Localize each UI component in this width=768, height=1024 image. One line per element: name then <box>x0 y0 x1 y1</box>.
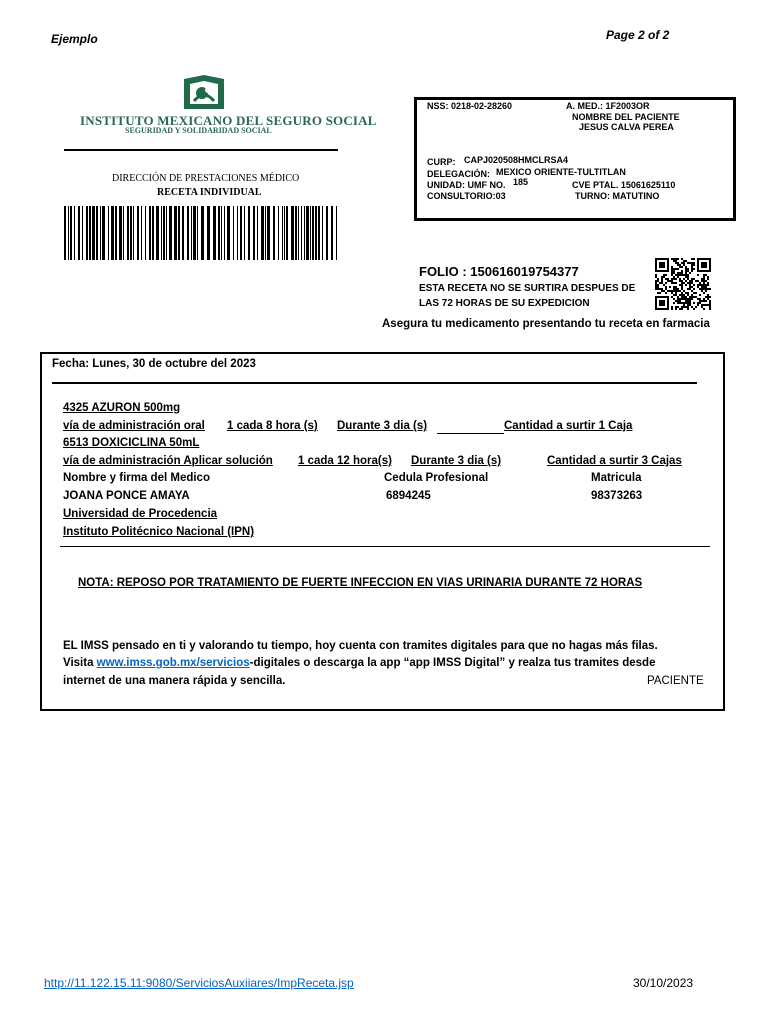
med2-frequency: 1 cada 12 hora(s) <box>298 455 392 467</box>
footer-url-link[interactable]: http://11.122.15.11:9080/ServiciosAuxiiares/ImpReceta.jsp <box>44 976 354 990</box>
logo-divider <box>64 149 338 151</box>
unidad-value: 185 <box>513 177 529 187</box>
med2-duration: Durante 3 dia (s) <box>411 455 502 467</box>
imss-line2-rest: -digitales o descarga la app “app IMSS Digital” y realza tus tramites desde <box>249 657 656 669</box>
consultorio: CONSULTORIO:03 <box>427 191 506 201</box>
medico-name: JOANA PONCE AMAYA <box>63 490 190 502</box>
imss-message-line3: internet de una manera rápida y sencilla. <box>63 675 286 687</box>
logo-title: INSTITUTO MEXICANO DEL SEGURO SOCIAL <box>80 113 377 128</box>
matricula-label: Matricula <box>591 472 642 484</box>
patient-name-label: NOMBRE DEL PACIENTE <box>572 112 680 122</box>
universidad-label: Universidad de Procedencia <box>63 508 218 520</box>
universidad-value: Instituto Politécnico Nacional (IPN) <box>63 526 255 538</box>
curp-label: CURP: <box>427 157 456 167</box>
imss-logo-icon <box>182 75 226 111</box>
imss-message-line1: EL IMSS pensado en ti y valorando tu tiempo, hoy cuenta con tramites digitales para que no hagas más filas. <box>63 640 658 652</box>
expiry-notice-line1: ESTA RECETA NO SE SURTIRA DESPUES DE <box>419 283 636 294</box>
logo-subtitle: SEGURIDAD Y SOLIDARIDAD SOCIAL <box>125 126 272 135</box>
direccion-heading: DIRECCIÓN DE PRESTACIONES MÉDICO <box>112 173 300 184</box>
unidad-label: UNIDAD: UMF NO. <box>427 180 506 190</box>
paciente-copy-label: PACIENTE <box>647 675 704 687</box>
med1-duration: Durante 3 dia (s) <box>337 420 428 432</box>
imss-message-line2 <box>63 657 655 669</box>
med1-quantity: Cantidad a surtir 1 Caja <box>504 420 633 432</box>
asegura-message: Asegura tu medicamento presentando tu receta en farmacia <box>382 318 710 330</box>
ejemplo-label: Ejemplo <box>51 32 98 46</box>
med1-gap-underline <box>437 433 504 434</box>
cedula-value: 6894245 <box>386 490 431 502</box>
barcode-image <box>64 206 337 260</box>
med2-name: 6513 DOXICICLINA 50mL <box>63 437 200 449</box>
curp-value: CAPJ020508HMCLRSA4 <box>464 155 569 165</box>
nss-field: NSS: 0218-02-28260 <box>427 101 513 111</box>
med2-via: vía de administración Aplicar solución <box>63 455 273 467</box>
fecha-divider <box>52 382 697 384</box>
fecha: Fecha: Lunes, 30 de octubre del 2023 <box>52 358 256 370</box>
footer-date: 30/10/2023 <box>633 976 694 990</box>
med1-name: 4325 AZURON 500mg <box>63 402 181 414</box>
qr-code-icon <box>655 258 711 310</box>
delegacion-value: MEXICO ORIENTE-TULTITLAN <box>496 167 626 177</box>
nota-reposo: NOTA: REPOSO POR TRATAMIENTO DE FUERTE INFECCION EN VIAS URINARIA DURANTE 72 HORAS <box>78 577 643 589</box>
med2-quantity: Cantidad a surtir 3 Cajas <box>547 455 682 467</box>
cve-ptal: CVE PTAL. 15061625110 <box>572 180 676 190</box>
folio-number: FOLIO : 150616019754377 <box>419 264 579 279</box>
page-number: Page 2 of 2 <box>606 28 670 42</box>
matricula-value: 98373263 <box>591 490 643 502</box>
delegacion-label: DELEGACIÓN: <box>427 169 490 179</box>
med1-frequency: 1 cada 8 hora (s) <box>227 420 318 432</box>
patient-name: JESUS CALVA PEREA <box>579 122 674 132</box>
cedula-label: Cedula Profesional <box>384 472 489 484</box>
turno: TURNO: MATUTINO <box>575 191 660 201</box>
medico-label: Nombre y firma del Medico <box>63 472 210 484</box>
imss-servicios-link[interactable]: www.imss.gob.mx/servicios <box>96 657 250 669</box>
visita-text: Visita <box>63 657 97 669</box>
expiry-notice-line2: LAS 72 HORAS DE SU EXPEDICION <box>419 298 590 309</box>
universidad-divider <box>60 546 710 547</box>
receta-individual-heading: RECETA INDIVIDUAL <box>157 187 262 198</box>
amed-field: A. MED.: 1F2003OR <box>566 101 650 111</box>
med1-via: vía de administración oral <box>63 420 205 432</box>
